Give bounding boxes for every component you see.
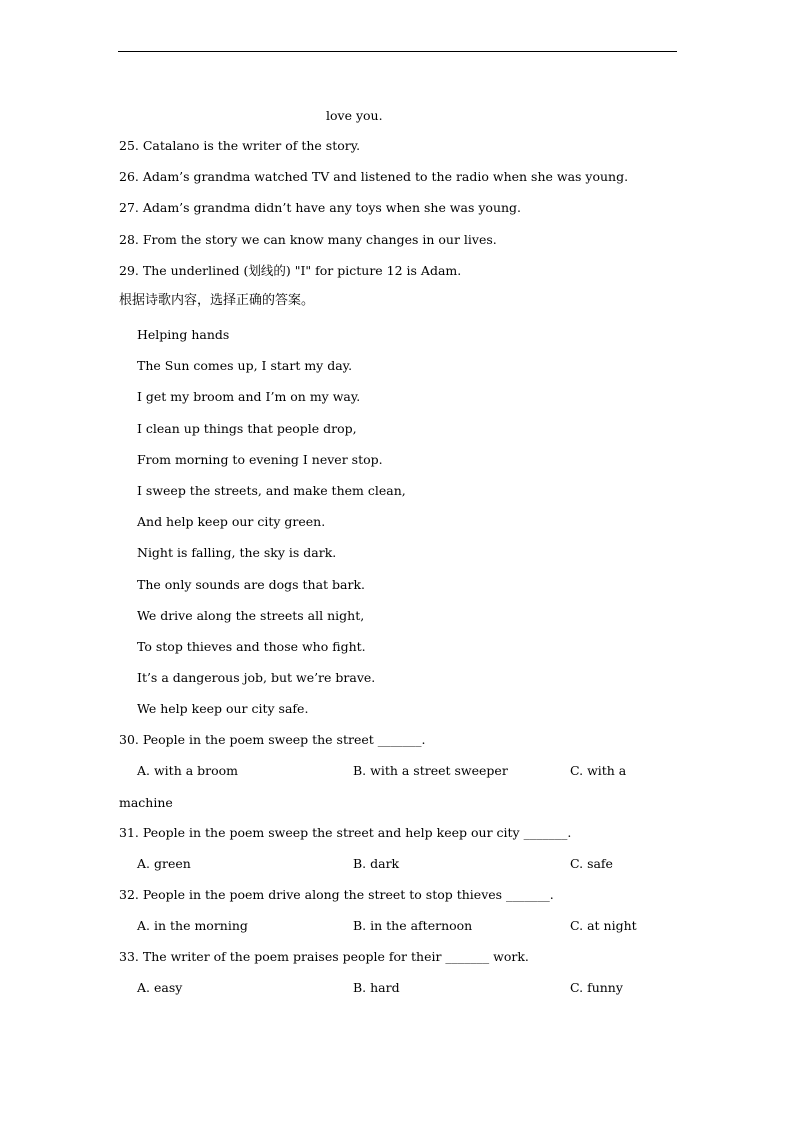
poem-line: I clean up things that people drop, bbox=[137, 421, 357, 436]
statement-27: 27. Adam’s grandma didn’t have any toys when she was young. bbox=[119, 200, 522, 215]
poem-line: The Sun comes up, I start my day. bbox=[137, 358, 353, 373]
question-32-stem: 32. People in the poem drive along the street to stop thieves _______. bbox=[119, 887, 554, 902]
poem-line: And help keep our city green. bbox=[137, 514, 326, 529]
question-32-option-a: A. in the morning bbox=[137, 918, 248, 933]
poem-title: Helping hands bbox=[137, 327, 230, 342]
question-30-option-c-continued: machine bbox=[119, 795, 173, 810]
statement-28: 28. From the story we can know many changes in our lives. bbox=[119, 232, 497, 247]
poem-line: From morning to evening I never stop. bbox=[137, 452, 383, 467]
poem-line: We drive along the streets all night, bbox=[137, 608, 365, 623]
question-30-option-c: C. with a bbox=[570, 763, 627, 778]
question-32-option-b: B. in the afternoon bbox=[353, 918, 473, 933]
header-rule bbox=[118, 51, 677, 52]
statement-29: 29. The underlined (划线的) "I" for picture 12 is Adam. bbox=[119, 263, 462, 278]
poem-line: Night is falling, the sky is dark. bbox=[137, 545, 337, 560]
question-31-option-a: A. green bbox=[137, 856, 191, 871]
statement-25: 25. Catalano is the writer of the story. bbox=[119, 138, 361, 153]
continued-text: love you. bbox=[326, 108, 383, 123]
question-33-option-b: B. hard bbox=[353, 980, 400, 995]
question-33-option-a: A. easy bbox=[137, 980, 183, 995]
question-33-stem: 33. The writer of the poem praises people for their _______ work. bbox=[119, 949, 529, 964]
poem-line: I get my broom and I’m on my way. bbox=[137, 389, 361, 404]
poem-line: We help keep our city safe. bbox=[137, 701, 309, 716]
poem-line: To stop thieves and those who fight. bbox=[137, 639, 366, 654]
question-31-option-b: B. dark bbox=[353, 856, 400, 871]
statement-26: 26. Adam’s grandma watched TV and listened to the radio when she was young. bbox=[119, 169, 629, 184]
section-instruction: 根据诗歌内容，选择正确的答案。 bbox=[119, 293, 315, 308]
question-33-option-c: C. funny bbox=[570, 980, 623, 995]
poem-line: I sweep the streets, and make them clean, bbox=[137, 483, 406, 498]
question-32-option-c: C. at night bbox=[570, 918, 637, 933]
question-30-stem: 30. People in the poem sweep the street _______. bbox=[119, 732, 426, 747]
question-30-option-a: A. with a broom bbox=[137, 763, 239, 778]
poem-line: It’s a dangerous job, but we’re brave. bbox=[137, 670, 376, 685]
question-30-option-b: B. with a street sweeper bbox=[353, 763, 508, 778]
question-31-stem: 31. People in the poem sweep the street and help keep our city _______. bbox=[119, 825, 572, 840]
poem-line: The only sounds are dogs that bark. bbox=[137, 577, 366, 592]
question-31-option-c: C. safe bbox=[570, 856, 613, 871]
